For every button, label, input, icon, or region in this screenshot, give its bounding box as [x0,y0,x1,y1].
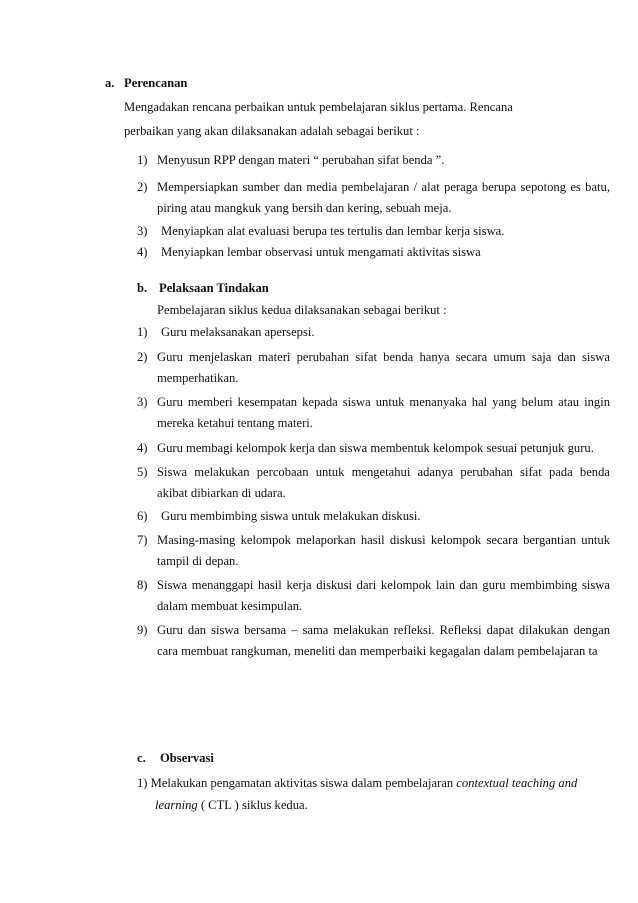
section-b-item-text-cont: cara membuat rangkuman, meneliti dan memperbaiki kegagalan dalam pembelajaran ta [157,644,598,658]
section-b-item-num: 8) [137,578,148,592]
section-c-item-line2 [155,798,308,813]
section-a-title: Perencanan [124,76,188,90]
section-b-item-text: Guru dan siswa bersama – sama melakukan refleksi. Refleksi dapat dilakukan dengan [157,623,610,637]
section-a-item-num: 2) [137,180,148,194]
section-b-item-num: 2) [137,350,148,364]
section-b-item-text: Masing-masing kelompok melaporkan hasil diskusi kelompok secara bergantian untuk [157,533,610,547]
section-b-title: Pelaksaan Tindakan [159,281,269,295]
section-c-item-prefix: 1) Melakukan pengamatan aktivitas siswa dalam pembelajaran [137,776,457,790]
section-a-item-num: 4) [137,245,148,259]
section-b-item-num: 6) [137,509,148,523]
section-b-item-text: Guru memberi kesempatan kepada siswa untuk menanyaka hal yang belum atau ingin [157,395,610,409]
section-b-item-text: Siswa melakukan percobaan untuk mengetahui adanya perubahan sifat pada benda [157,465,610,479]
section-a-intro-line1: Mengadakan rencana perbaikan untuk pembelajaran siklus pertama. Rencana [124,100,513,114]
section-b-item-text: Guru melaksanakan apersepsi. [161,325,315,339]
section-b-item-text: Siswa menanggapi hasil kerja diskusi dari kelompok lain dan guru membimbing siswa [157,578,610,592]
section-a-item-text: Menyusun RPP dengan materi “ perubahan sifat benda ”. [157,153,445,167]
section-b-marker: b. [137,281,148,295]
section-b-item-num: 7) [137,533,148,547]
section-b-item-num: 1) [137,325,148,339]
section-c-item-line1 [137,776,577,791]
section-c-item-italic-term-cont: learning [155,798,198,812]
section-b-item-text-cont: memperhatikan. [157,371,239,385]
section-c-title: Observasi [160,751,214,765]
section-a-item-text: Menyiapkan lembar observasi untuk mengamati aktivitas siswa [161,245,481,259]
section-a-item-text-cont: piring atau mangkuk yang bersih dan kering, sebuah meja. [157,201,452,215]
section-b-item-text: Guru membagi kelompok kerja dan siswa membentuk kelompok sesuai petunjuk guru. [157,441,594,455]
section-a-intro-line2: perbaikan yang akan dilaksanakan adalah sebagai berikut : [124,124,420,138]
section-a-item-text: Menyiapkan alat evaluasi berupa tes tertulis dan lembar kerja siswa. [161,224,505,238]
section-b-item-num: 3) [137,395,148,409]
section-b-item-text-cont: tampil di depan. [157,554,239,568]
section-c-marker: c. [137,751,146,765]
section-b-item-num: 9) [137,623,148,637]
section-b-item-num: 5) [137,465,148,479]
section-b-item-text: Guru membimbing siswa untuk melakukan diskusi. [161,509,421,523]
section-a-marker: a. [105,76,115,90]
section-b-item-text-cont: dalam membuat kesimpulan. [157,599,303,613]
section-b-item-text-cont: mereka ketahui tentang materi. [157,416,313,430]
section-a-item-num: 1) [137,153,148,167]
section-a-item-num: 3) [137,224,148,238]
section-c-item-suffix: ( CTL ) siklus kedua. [197,798,308,812]
section-b-item-text: Guru menjelaskan materi perubahan sifat benda hanya secara umum saja dan siswa [157,350,610,364]
section-b-intro: Pembelajaran siklus kedua dilaksanakan sebagai berikut : [157,303,447,317]
section-a-item-text: Mempersiapkan sumber dan media pembelajaran / alat peraga berupa sepotong es batu, [157,180,610,194]
section-b-item-text-cont: akibat dibiarkan di udara. [157,486,286,500]
section-c-item-italic-term: contextual teaching and [456,776,578,790]
section-b-item-num: 4) [137,441,148,455]
